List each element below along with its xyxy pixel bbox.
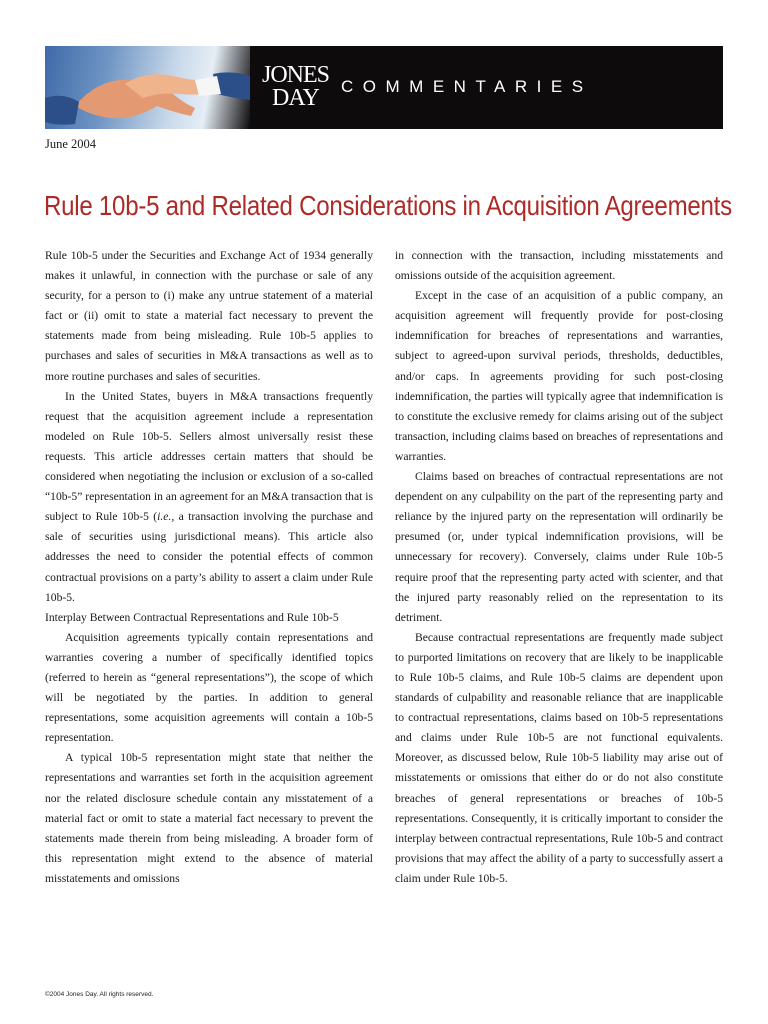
page-title: Rule 10b-5 and Related Considerations in Acquisition Agreements — [44, 190, 732, 221]
paragraph: Because contractual representations are frequently made subject to purported limitations on recovery that are likely to be inapplicable to Rule 10b-5 claims, and Rule 10b-5 claims are dependent upon standards of culpability and reasonable reliance that are inapplicable to contractual representations, claims based on 10b-5 representations and claims under Rule 10b-5 are not functional equivalents. Moreover, as discussed below, Rule 10b-5 liability may arise out of misstatements or omissions that either do or do not also constitute breaches of general representations or breaches of 10b-5 representations. Consequently, it is critically important to consider the interplay between contractual representations, Rule 10b-5 and contract provisions that may affect the ability of a party to successfully assert a claim under Rule 10b-5. — [395, 630, 723, 885]
copyright-footer: ©2004 Jones Day. All rights reserved. — [45, 991, 154, 998]
paragraph: in connection with the transaction, including misstatements and omissions outside of the acquisition agreement. — [395, 249, 723, 283]
paragraph: Except in the case of an acquisition of a public company, an acquisition agreement will frequently provide for post-closing indemnification for breaches of representations and warranties, subject to agreed-upon survival periods, thresholds, deductibles, and/or caps. In agreements providing for such post-closing indemnification, the parties will typically agree that indemnification is to constitute the exclusive remedy for claims arising out of the subject transaction, including claims based on breaches of representations and warranties. — [395, 289, 723, 463]
paragraph: Claims based on breaches of contractual representations are not dependent on any culpability on the part of the representing party and reliance by the injured party on the representation will ordinarily be presumed (or, under typical indemnification provisions, will be unnecessary for recovery). Conversely, claims under Rule 10b-5 require proof that the representing party acted with scienter, and that the injured party reasonably relied on the representation to its detriment. — [395, 470, 723, 624]
jones-day-logo — [262, 64, 336, 116]
handshake-icon — [45, 46, 250, 129]
paragraph-text: a transaction involving the purchase and sale of securities using jurisdictional means). This article also addresses the need to consider the potential effects of common contractual provisions on a party’s ability to assert a claim under Rule 10b-5. — [45, 510, 373, 604]
paragraph: Rule 10b-5 under the Securities and Exchange Act of 1934 generally makes it unlawful, in connection with the purchase or sale of any security, for a person to (i) make any untrue statement of a material fact or (ii) omit to state a material fact necessary to prevent the statements made from being misleading. Rule 10b-5 applies to purchases and sales of securities in M&A transactions as well as to more routine purchases and sales of securities. — [45, 249, 373, 383]
paragraph: A typical 10b-5 representation might state that neither the representations and warranties set forth in the acquisition agreement nor the related disclosure schedule contain any misstatement of a material fact or omit to state a material fact necessary to prevent the statements made therein from being misleading. A broader form of this representation might extend to the absence of material misstatements and omissions — [45, 751, 373, 885]
paragraph — [45, 387, 373, 608]
right-column — [395, 246, 723, 889]
left-column — [45, 246, 373, 889]
paragraph: Acquisition agreements typically contain representations and warranties covering a number of specifically identified topics (referred to herein as “general representations”), the scope of which will be negotiated by the parties. In addition to general representations, some acquisition agreements will contain a 10b-5 representation. — [45, 630, 373, 745]
logo-line-1: JONES — [262, 62, 330, 88]
publication-date: June 2004 — [45, 137, 97, 151]
logo-line-2: DAY — [272, 84, 319, 111]
handshake-photo — [45, 46, 250, 129]
paragraph-text: In the United States, buyers in M&A transactions frequently request that the acquisition agreement include a representation modeled on Rule 10b-5. Sellers almost universally resist these requests. This article addresses certain matters that should be considered when negotiating the inclusion or exclusion of a so-called “10b-5” representation in an agreement for an M&A transaction that is subject to Rule 10b-5 ( — [45, 389, 373, 524]
section-heading: Interplay Between Contractual Representations and Rule 10b-5 — [45, 610, 339, 624]
banner-title: COMMENTARIES — [341, 77, 593, 96]
header-banner — [45, 46, 723, 129]
ie-abbreviation: i.e., — [157, 510, 175, 524]
